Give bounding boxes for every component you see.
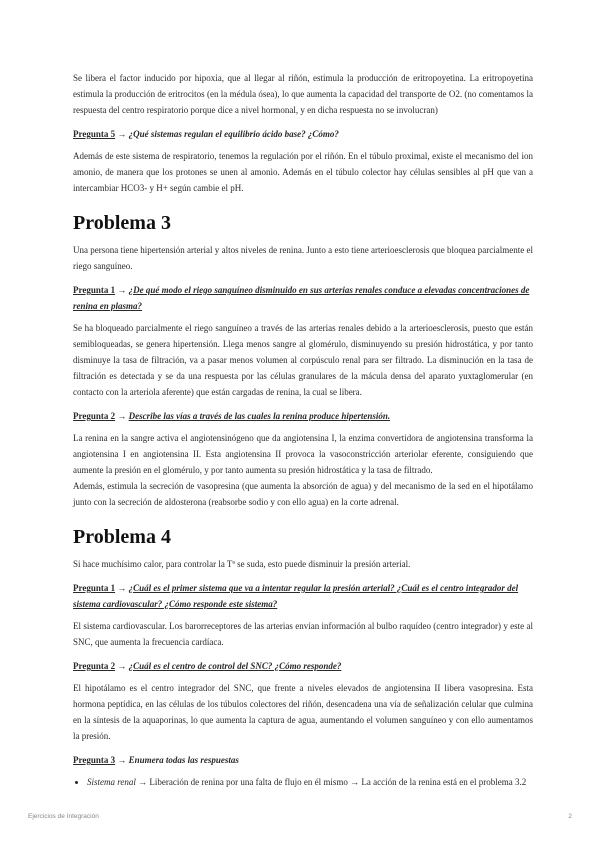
answer-5: Además de este sistema de respiratorio, tenemos la regulación por el riñón. En el túbulo proximal, existe el mecanismo del ion amonio, de manera que los protones se unen al amonio. Además en el túbulo colector hay células sensibles al pH que van a intercambiar HCO3- y H+ según cambie el pH. (73, 151, 533, 193)
page-number: 2 (568, 813, 572, 820)
question-label: Pregunta 2 (73, 661, 116, 671)
question-text: ¿De qué modo el riego sanguíneo disminuido en sus arterias renales conduce a elevadas concentraciones de renina en plasma? (73, 285, 530, 311)
question-label: Pregunta 2 (73, 411, 116, 421)
intro-paragraph: Se libera el factor inducido por hipoxia, que al llegar al riñón, estimula la producción de eritropoyetina. La eritropoyetina estimula la producción de eritrocitos (en la médula ósea), lo que aumenta la capacidad del transporte de O2. (no comentamos la respuesta del centro respiratorio porque dice a nivel hormonal, y en dicha respuesta no se involucran) (73, 73, 533, 115)
statement-problema-4: Si hace muchísimo calor, para controlar la Tª se suda, esto puede disminuir la presión arterial. (73, 559, 411, 569)
p4-question-1 (73, 580, 533, 612)
statement-problema-3: Una persona tiene hipertensión arterial y altos niveles de renina. Junto a esto tiene arterioesclerosis que bloquea parcialmente el riego sanguíneo. (73, 245, 533, 271)
document-body (73, 70, 533, 790)
question-text: ¿Qué sistemas regulan el equilibrio ácido base? ¿Cómo? (128, 129, 339, 139)
arrow: → (117, 411, 127, 421)
p4-answer-2: El hipotálamo es el centro integrador del SNC, que frente a niveles elevados de angiotensina II libera vasopresina. Esta hormona peptídica, en las células de los túbulos colectores del riñón, desencadena una vía de señalización celular que culmina en la síntesis de la aquaporinas, lo que aumenta la captura de agua, aumentando el volumen sanguíneo y con ello aumentamos la presión. (73, 683, 533, 741)
p3-answer-2-continued: Además, estimula la secreción de vasopresina (que aumenta la absorción de agua) y del mecanismo de la sed en el hipotálamo junto con la secreción de aldosterona (reabsorbe sodio y con ello agua) en la corte adrenal. (73, 481, 533, 507)
list-item-term: Sistema renal (87, 777, 136, 787)
question-text: ¿Cuál es el primer sistema que va a intentar regular la presión arterial? ¿Cuál es el centro integrador del sistema cardiovascular? ¿Cómo responde este sistema? (73, 583, 519, 609)
arrow: → (117, 661, 127, 671)
question-label: Pregunta 3 (73, 755, 116, 765)
p3-answer-2: La renina en la sangre activa el angiotensinógeno que da angiotensina I, la enzima convertidora de angiotensina transforma la angiotensina I en angiotensina II. Esta angiotensina II provoca la vasoconstricción arteriolar eferente, consiguiendo que aumente la presión en el glomérulo, y por tanto aumenta su presión hidrostática y la tasa de filtrado. (73, 433, 533, 475)
heading-problema-4: Problema 4 (73, 526, 171, 548)
arrow: → (117, 583, 127, 593)
list-item-text: → Liberación de renina por una falta de flujo en él mismo → La acción de la renina está en el problema 3.2 (138, 777, 527, 787)
response-list (73, 774, 533, 790)
arrow: → (117, 755, 127, 765)
list-item (87, 774, 533, 790)
question-text: ¿Cuál es el centro de control del SNC? ¿Cómo responde? (128, 661, 342, 671)
p4-answer-1: El sistema cardiovascular. Los barorreceptores de las arterias envían información al bulbo raquídeo (centro integrador) y este al SNC, que aumenta la frecuencia cardíaca. (73, 621, 533, 647)
question-label: Pregunta 5 (73, 129, 116, 139)
page-footer (28, 813, 572, 820)
p3-answer-1: Se ha bloqueado parcialmente el riego sanguíneo a través de las arterias renales debido a la arterioesclerosis, puesto que están semibloqueadas, se genera hipertensión. Llega menos sangre al glomérulo, disminuyendo su presión hidrostática, y por tanto disminuye la tasa de filtración, va a pasar menos volumen al corpúsculo renal para ser filtrado. La disminución en la tasa de filtración es detectada y se da una respuesta por las células granulares de la mácula densa del aparato yuxtaglomerular (en contacto con la arteriola aferente) que están cargadas de renina, la cual se libera. (73, 323, 533, 397)
p3-question-2 (73, 408, 533, 424)
arrow: → (117, 285, 127, 295)
arrow: → (117, 129, 127, 139)
p3-question-1 (73, 282, 533, 314)
heading-problema-3: Problema 3 (73, 212, 171, 234)
question-label: Pregunta 1 (73, 285, 116, 295)
p4-question-3 (73, 752, 533, 768)
question-text: Describe las vías a través de las cuales la renina produce hipertensión. (128, 411, 391, 421)
question-text: Enumera todas las respuestas (128, 755, 239, 765)
footer-title: Ejercicios de Integración (28, 813, 99, 820)
p4-question-2 (73, 658, 533, 674)
question-label: Pregunta 1 (73, 583, 116, 593)
question-5 (73, 126, 533, 142)
